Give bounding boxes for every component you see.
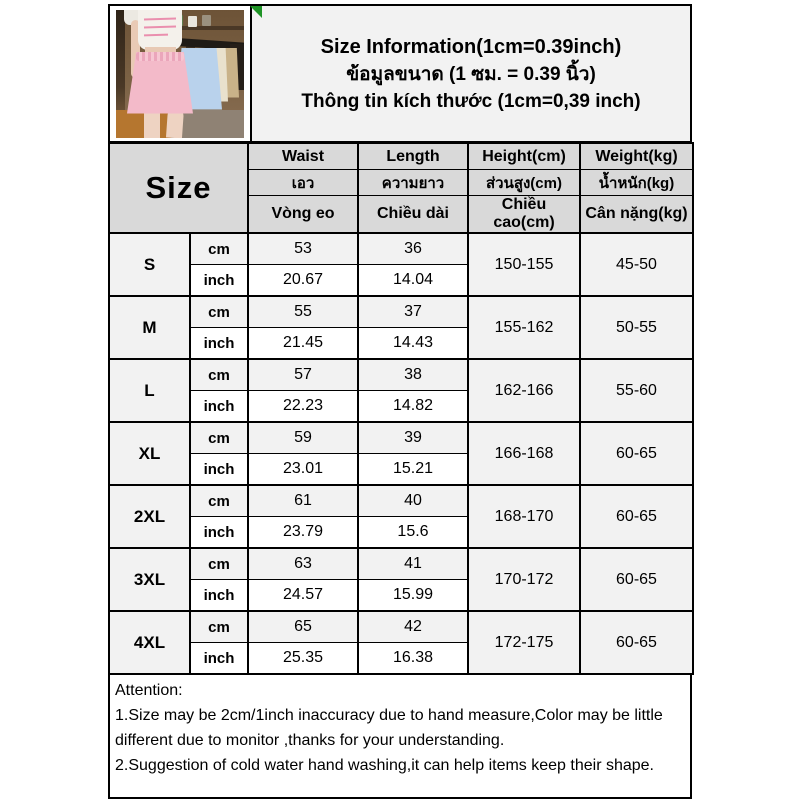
weight-value: 60-65	[580, 611, 693, 674]
table-row	[109, 485, 693, 517]
length-cm-value: 38	[358, 359, 468, 391]
size-table	[108, 142, 694, 675]
unit-label: inch	[190, 517, 248, 549]
attention-note	[108, 675, 692, 799]
length-cm-value: 40	[358, 485, 468, 517]
unit-label: cm	[190, 611, 248, 643]
height-value: 162-166	[468, 359, 580, 422]
col-header-waist-vi: Vòng eo	[248, 196, 358, 234]
length-cm-value: 37	[358, 296, 468, 328]
unit-label: cm	[190, 485, 248, 517]
height-value: 172-175	[468, 611, 580, 674]
col-header-length-vi: Chiều dài	[358, 196, 468, 234]
waist-inch-value: 23.79	[248, 517, 358, 549]
waist-cm-value: 63	[248, 548, 358, 580]
unit-label: inch	[190, 391, 248, 423]
attention-title: Attention:	[115, 682, 183, 699]
size-label: M	[109, 296, 190, 359]
length-inch-value: 14.43	[358, 328, 468, 360]
col-header-weight-th: น้ำหนัก(kg)	[580, 170, 693, 196]
size-label: 2XL	[109, 485, 190, 548]
table-row	[109, 422, 693, 454]
size-label: S	[109, 233, 190, 296]
unit-label: cm	[190, 296, 248, 328]
col-header-length-en: Length	[358, 143, 468, 170]
waist-inch-value: 24.57	[248, 580, 358, 612]
unit-label: inch	[190, 643, 248, 675]
length-inch-value: 15.21	[358, 454, 468, 486]
unit-label: cm	[190, 233, 248, 265]
length-inch-value: 16.38	[358, 643, 468, 675]
length-inch-value: 14.82	[358, 391, 468, 423]
table-row	[109, 548, 693, 580]
col-header-waist-th: เอว	[248, 170, 358, 196]
size-label: XL	[109, 422, 190, 485]
height-value: 168-170	[468, 485, 580, 548]
model-crop-top	[138, 10, 182, 50]
unit-label: inch	[190, 580, 248, 612]
product-photo	[116, 10, 244, 138]
pink-shorts	[127, 52, 193, 114]
waist-inch-value: 20.67	[248, 265, 358, 297]
top-section	[108, 4, 692, 142]
size-label: 4XL	[109, 611, 190, 674]
unit-label: inch	[190, 328, 248, 360]
weight-value: 60-65	[580, 485, 693, 548]
length-inch-value: 15.6	[358, 517, 468, 549]
length-cm-value: 41	[358, 548, 468, 580]
title-th: ข้อมูลขนาด (1 ซม. = 0.39 นิ้ว)	[346, 64, 596, 85]
table-row	[109, 359, 693, 391]
waist-cm-value: 65	[248, 611, 358, 643]
col-header-height-th: ส่วนสูง(cm)	[468, 170, 580, 196]
size-label: L	[109, 359, 190, 422]
sheet	[108, 4, 692, 799]
unit-label: cm	[190, 422, 248, 454]
table-row	[109, 233, 693, 265]
height-value: 170-172	[468, 548, 580, 611]
top-print	[144, 33, 168, 36]
shorts-waistband	[136, 52, 184, 61]
waist-inch-value: 22.23	[248, 391, 358, 423]
unit-label: inch	[190, 454, 248, 486]
waist-cm-value: 53	[248, 233, 358, 265]
title-block	[252, 6, 690, 141]
top-print	[144, 17, 176, 20]
shelf-item	[188, 16, 197, 27]
col-header-height-vi: Chiều cao(cm)	[468, 196, 580, 234]
col-header-waist-en: Waist	[248, 143, 358, 170]
length-cm-value: 42	[358, 611, 468, 643]
waist-inch-value: 25.35	[248, 643, 358, 675]
length-cm-value: 39	[358, 422, 468, 454]
height-value: 150-155	[468, 233, 580, 296]
size-label: 3XL	[109, 548, 190, 611]
col-header-weight-vi: Cân nặng(kg)	[580, 196, 693, 234]
green-corner-marker-icon	[250, 6, 262, 18]
col-header-length-th: ความยาว	[358, 170, 468, 196]
waist-cm-value: 61	[248, 485, 358, 517]
weight-value: 45-50	[580, 233, 693, 296]
size-column-header: Size	[109, 143, 248, 233]
attention-line2: 2.Suggestion of cold water hand washing,it can help items keep their shape.	[115, 757, 654, 774]
length-cm-value: 36	[358, 233, 468, 265]
waist-cm-value: 55	[248, 296, 358, 328]
weight-value: 60-65	[580, 422, 693, 485]
col-header-weight-en: Weight(kg)	[580, 143, 693, 170]
length-inch-value: 15.99	[358, 580, 468, 612]
weight-value: 55-60	[580, 359, 693, 422]
table-row	[109, 611, 693, 643]
top-print	[144, 25, 176, 28]
length-inch-value: 14.04	[358, 265, 468, 297]
height-value: 166-168	[468, 422, 580, 485]
waist-inch-value: 23.01	[248, 454, 358, 486]
weight-value: 60-65	[580, 548, 693, 611]
title-vi: Thông tin kích thước (1cm=0,39 inch)	[301, 91, 641, 112]
height-value: 155-162	[468, 296, 580, 359]
unit-label: inch	[190, 265, 248, 297]
unit-label: cm	[190, 359, 248, 391]
shelf-item	[202, 15, 211, 26]
product-photo-cell	[110, 6, 252, 141]
weight-value: 50-55	[580, 296, 693, 359]
unit-label: cm	[190, 548, 248, 580]
title-en: Size Information(1cm=0.39inch)	[320, 36, 622, 58]
waist-cm-value: 57	[248, 359, 358, 391]
col-header-height-en: Height(cm)	[468, 143, 580, 170]
attention-line1: 1.Size may be 2cm/1inch inaccuracy due to hand measure,Color may be little different due to monitor ,thanks for your understanding.	[115, 707, 663, 749]
header-row-en	[109, 143, 693, 170]
table-row	[109, 296, 693, 328]
waist-cm-value: 59	[248, 422, 358, 454]
waist-inch-value: 21.45	[248, 328, 358, 360]
